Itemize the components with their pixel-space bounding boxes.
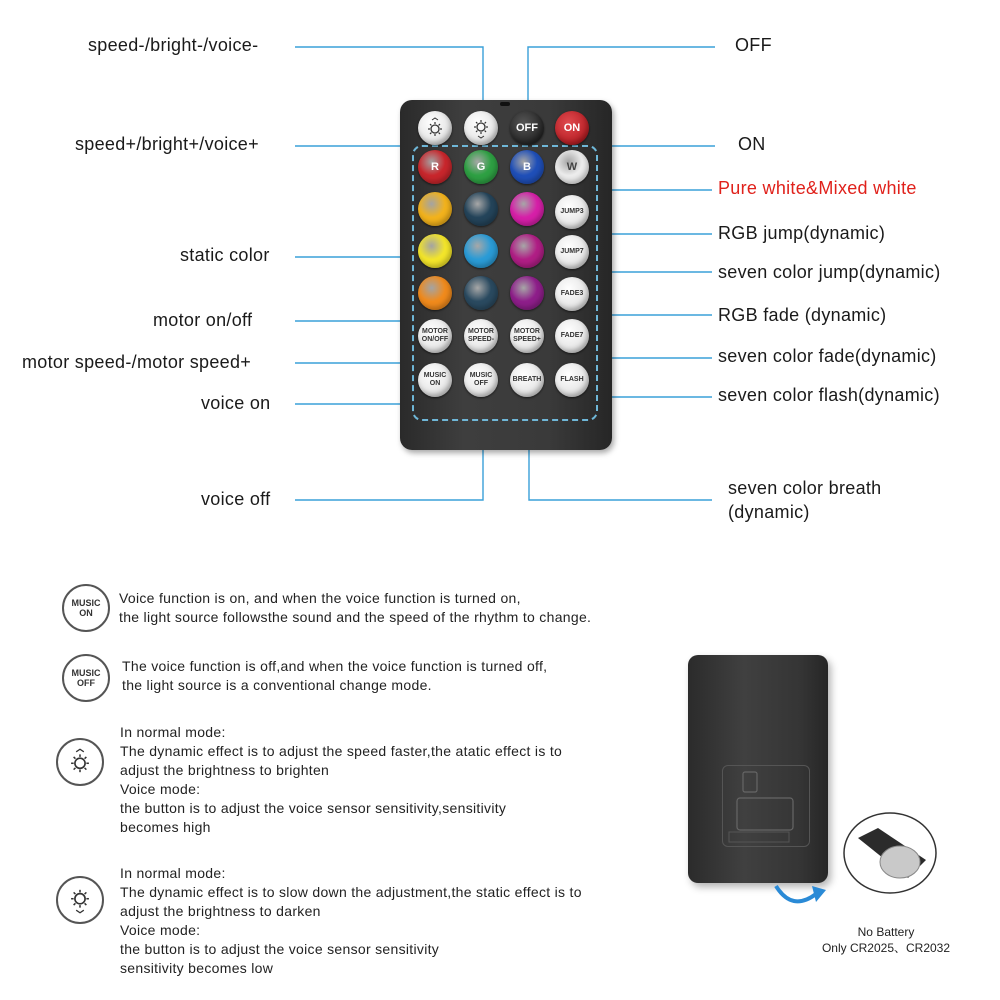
music-off-label: MUSIC OFF xyxy=(469,372,493,387)
color-button[interactable] xyxy=(555,150,589,184)
ir-emitter xyxy=(500,102,510,106)
color-button-label: W xyxy=(566,161,578,173)
coin-battery-icon xyxy=(838,808,938,898)
desc-line: Voice mode: xyxy=(120,781,201,797)
desc-line: adjust the brightness to brighten xyxy=(120,762,330,778)
insert-arrow-icon xyxy=(772,880,832,912)
music-on-label: MUSIC ON xyxy=(423,372,447,387)
desc-line: the button is to adjust the voice sensor sensitivity xyxy=(120,941,440,957)
music-on-icon-text: MUSIC ON xyxy=(71,598,101,618)
battery-compartment xyxy=(722,765,810,847)
desc-line: The dynamic effect is to adjust the speed faster,the atatic effect is to xyxy=(120,743,563,759)
color-button-label: G xyxy=(476,161,486,173)
desc-line: the light source is a conventional change mode. xyxy=(122,677,432,693)
motor-speed-plus-button[interactable] xyxy=(510,319,544,353)
label-speed-minus: speed-/bright-/voice- xyxy=(88,35,259,55)
label-seven-jump: seven color jump(dynamic) xyxy=(718,262,941,282)
color-button-label: R xyxy=(431,161,439,173)
fade3-button[interactable] xyxy=(555,277,589,311)
remote-control xyxy=(400,100,612,450)
battery-note-line1: No Battery xyxy=(857,925,915,939)
color-button[interactable] xyxy=(510,276,544,310)
desc-line: the button is to adjust the voice sensor sensitivity,sensitivity xyxy=(120,800,507,816)
desc-line: In normal mode: xyxy=(120,865,226,881)
label-seven-flash: seven color flash(dynamic) xyxy=(718,385,940,405)
jump7-button[interactable] xyxy=(555,235,589,269)
fade3-label: FADE3 xyxy=(560,290,584,297)
color-button[interactable] xyxy=(464,150,498,184)
color-button-label: B xyxy=(523,161,531,173)
desc-music-on xyxy=(119,589,591,627)
label-seven-breath-dynamic: (dynamic) xyxy=(728,502,810,522)
desc-line: Voice mode: xyxy=(120,922,201,938)
sun-plus-icon xyxy=(56,738,104,786)
label-seven-fade: seven color fade(dynamic) xyxy=(718,346,937,366)
color-button[interactable] xyxy=(464,192,498,226)
label-rgb-jump: RGB jump(dynamic) xyxy=(718,223,886,243)
label-off: OFF xyxy=(735,35,772,55)
color-button[interactable] xyxy=(510,192,544,226)
jump3-label: JUMP3 xyxy=(560,208,584,215)
motor-speed-minus-label: MOTOR SPEED- xyxy=(467,328,495,343)
motor-onoff-label: MOTOR ON/OFF xyxy=(421,328,449,343)
label-seven-breath: seven color breath xyxy=(728,478,882,498)
remote-back-view xyxy=(688,655,828,883)
motor-speed-plus-label: MOTOR SPEED+ xyxy=(513,328,541,343)
desc-line: the light source followsthe sound and the speed of the rhythm to change. xyxy=(119,609,592,625)
battery-note-line2: Only CR2025、CR2032 xyxy=(821,941,951,955)
desc-music-off xyxy=(122,657,547,695)
music-off-button[interactable] xyxy=(464,363,498,397)
music-off-icon xyxy=(62,654,110,702)
label-motor-onoff: motor on/off xyxy=(153,310,253,330)
breath-button[interactable] xyxy=(510,363,544,397)
label-on: ON xyxy=(738,134,766,154)
desc-line: The voice function is off,and when the voice function is turned off, xyxy=(122,658,548,674)
fade7-button[interactable] xyxy=(555,319,589,353)
color-button[interactable] xyxy=(464,234,498,268)
sun-minus-icon xyxy=(56,876,104,924)
breath-label: BREATH xyxy=(512,376,542,383)
off-button[interactable] xyxy=(510,111,544,145)
color-button[interactable] xyxy=(418,150,452,184)
on-button[interactable] xyxy=(555,111,589,145)
music-on-button[interactable] xyxy=(418,363,452,397)
color-button[interactable] xyxy=(418,192,452,226)
color-button[interactable] xyxy=(464,276,498,310)
label-voice-on: voice on xyxy=(201,393,271,413)
sun-plus-icon xyxy=(424,117,446,139)
desc-bright-down xyxy=(120,864,582,978)
label-motor-speed: motor speed-/motor speed+ xyxy=(22,352,252,372)
desc-bright-up xyxy=(120,723,562,837)
desc-line: In normal mode: xyxy=(120,724,226,740)
on-button-label: ON xyxy=(563,122,581,134)
music-on-icon xyxy=(62,584,110,632)
label-speed-plus: speed+/bright+/voice+ xyxy=(75,134,259,154)
motor-speed-minus-button[interactable] xyxy=(464,319,498,353)
desc-line: sensitivity becomes low xyxy=(120,960,274,976)
bright-down-button[interactable] xyxy=(464,111,498,145)
jump3-button[interactable] xyxy=(555,195,589,229)
desc-line: becomes high xyxy=(120,819,211,835)
color-button[interactable] xyxy=(510,150,544,184)
flash-button[interactable] xyxy=(555,363,589,397)
motor-onoff-button[interactable] xyxy=(418,319,452,353)
music-off-icon-text: MUSIC OFF xyxy=(71,668,101,688)
off-button-label: OFF xyxy=(516,122,538,134)
jump7-label: JUMP7 xyxy=(560,248,584,255)
flash-label: FLASH xyxy=(560,376,584,383)
desc-line: The dynamic effect is to slow down the adjustment,the static effect is to xyxy=(120,884,582,900)
label-static-color: static color xyxy=(180,245,270,265)
battery-note xyxy=(806,924,966,956)
color-button[interactable] xyxy=(418,234,452,268)
bright-up-button[interactable] xyxy=(418,111,452,145)
desc-line: Voice function is on, and when the voice function is turned on, xyxy=(119,590,521,606)
color-button[interactable] xyxy=(418,276,452,310)
fade7-label: FADE7 xyxy=(560,332,584,339)
desc-line: adjust the brightness to darken xyxy=(120,903,321,919)
label-rgb-fade: RGB fade (dynamic) xyxy=(718,305,887,325)
label-voice-off: voice off xyxy=(201,489,271,509)
label-pure-white: Pure white&Mixed white xyxy=(718,178,917,198)
color-button[interactable] xyxy=(510,234,544,268)
sun-minus-icon xyxy=(470,117,492,139)
